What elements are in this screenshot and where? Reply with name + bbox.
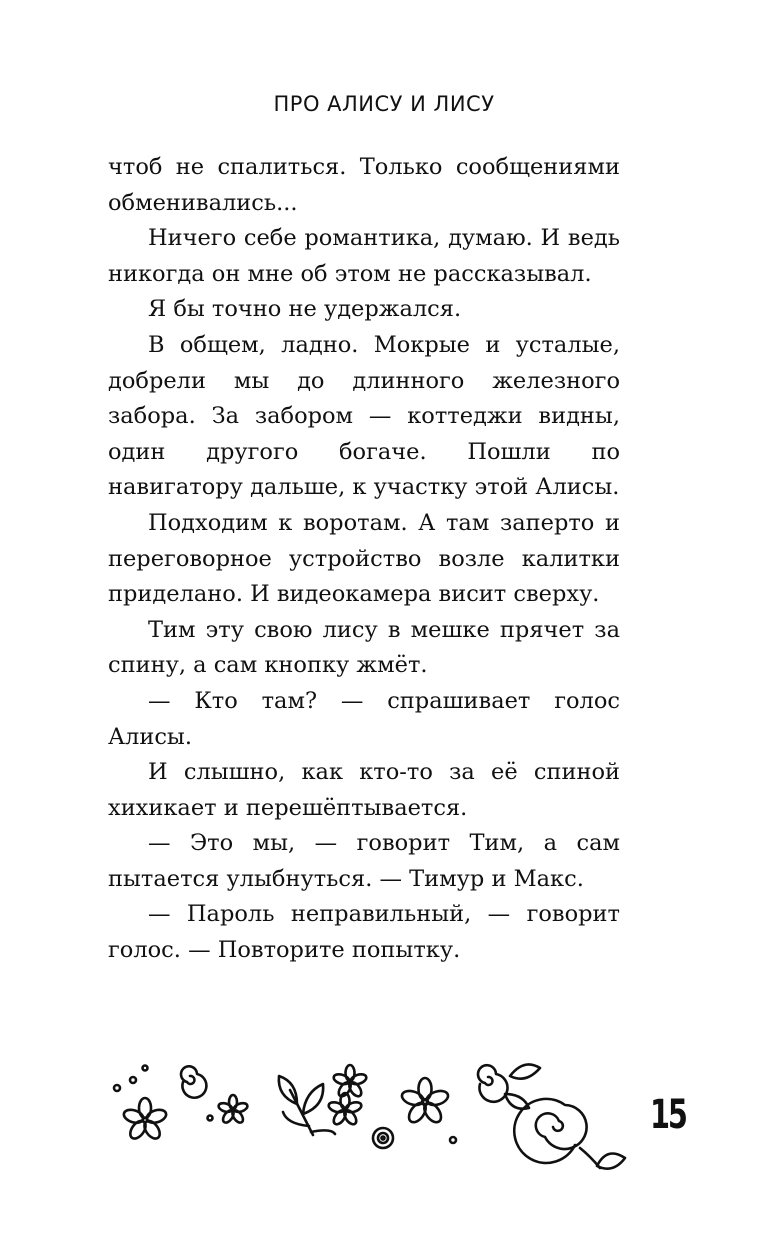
flower-swirl-ornament-icon — [105, 1060, 645, 1190]
paragraph: И слышно, как кто-то за её спиной хихикает и перешёптывается. — [108, 759, 620, 821]
body-text — [108, 150, 620, 969]
paragraph: Подходим к воротам. А там заперто и переговорное устройство возле калитки приделано. И видеокамера висит сверху. — [108, 509, 620, 608]
paragraph: Тим эту свою лису в мешке прячет за спину, а сам кнопку жмёт. — [108, 616, 620, 679]
running-head: ПРО АЛИСУ И ЛИСУ — [273, 92, 495, 116]
paragraph: В общем, ладно. Мокрые и усталые, добрели мы до длинного железного забора. За забором — коттеджи видны, один другого богаче. Пошли по навигатору дальше, к участку этой Алисы. — [108, 331, 620, 501]
paragraph: Я бы точно не удержался. — [148, 296, 462, 323]
paragraph: чтоб не спалиться. Только сообщениями обменивались... — [108, 154, 620, 216]
paragraph: — Это мы, — говорит Тим, а сам пытается улыбнуться. — Тимур и Макс. — [108, 830, 620, 892]
paragraph: — Пароль неправильный, — говорит голос. — Повторите попытку. — [108, 901, 620, 964]
paragraph: — Кто там? — спрашивает голос Алисы. — [108, 687, 620, 750]
page-number: 15 — [650, 1092, 686, 1138]
paragraph: Ничего себе романтика, думаю. И ведь никогда он мне об этом не рассказывал. — [108, 225, 620, 287]
